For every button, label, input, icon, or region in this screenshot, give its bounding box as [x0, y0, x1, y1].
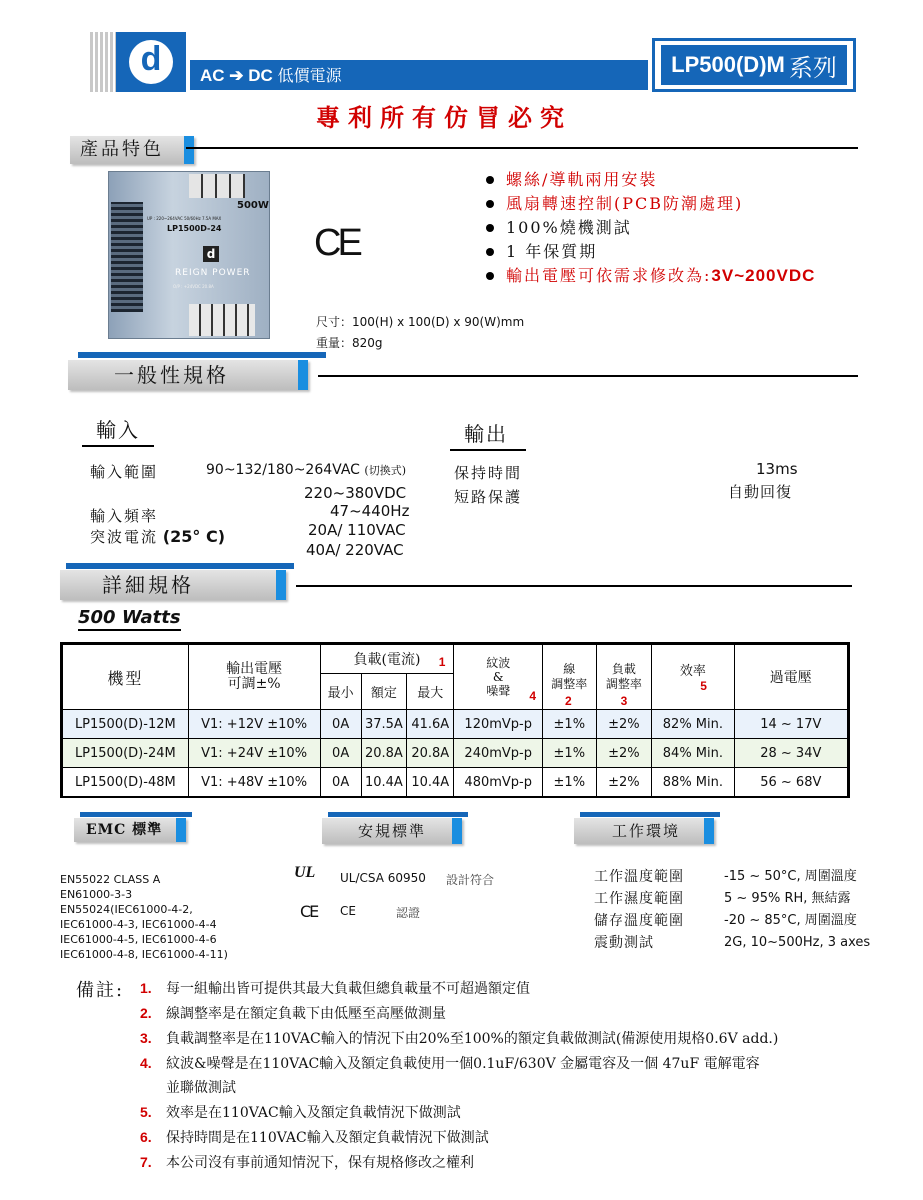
cell-max: 10.4A — [407, 768, 454, 797]
feature-bullet: 100%燒機測試 — [482, 216, 815, 240]
table-row — [63, 710, 848, 739]
cell-ripple: 480mVp-p — [454, 768, 543, 797]
feature-bullet: 螺絲/導軌兩用安裝 — [482, 168, 815, 192]
cell-load: ±2% — [596, 739, 652, 768]
note-item: 6. 保持時間是在110VAC輸入及額定負載情況下做測試 — [140, 1129, 489, 1146]
ce-mark-icon: CE — [314, 222, 359, 264]
product-image — [108, 171, 270, 339]
col-rated: 額定 — [361, 674, 406, 710]
input-range-label: 輸入範圍 — [90, 463, 159, 481]
cell-ovp: 14 ~ 17V — [734, 710, 847, 739]
detail-blue-accent — [66, 563, 294, 569]
cell-rated: 10.4A — [361, 768, 406, 797]
ce-small-icon: CE — [300, 902, 318, 921]
general-rule — [318, 375, 858, 377]
ul-text: UL/CSA 60950 — [340, 871, 426, 885]
col-max: 最大 — [407, 674, 454, 710]
col-vout: 輸出電壓 可調±% — [188, 645, 320, 710]
cell-line: ±1% — [543, 710, 597, 739]
weight-line — [316, 334, 383, 351]
env-list — [594, 866, 870, 954]
emc-blue-accent — [80, 812, 192, 817]
cell-min: 0A — [320, 710, 361, 739]
short-label: 短路保護 — [454, 488, 523, 506]
section-tab-general — [68, 360, 308, 390]
cell-vout: V1: +24V ±10% — [188, 739, 320, 768]
inrush-line — [90, 526, 225, 547]
terminal-block-top — [189, 174, 245, 198]
ce-note: 認證 — [396, 906, 421, 920]
notes-list — [140, 976, 778, 1175]
emc-line: IEC61000-4-8, IEC61000-4-11) — [60, 948, 228, 961]
general-blue-accent — [78, 352, 326, 358]
footnote-mark: 2 — [565, 694, 572, 708]
series-badge — [652, 38, 856, 92]
inrush-value2: 40A/ 220VAC — [306, 541, 404, 559]
safety-blue-accent — [328, 812, 468, 817]
emc-list — [60, 872, 228, 962]
cell-rated: 20.8A — [361, 739, 406, 768]
col-min: 最小 — [320, 674, 361, 710]
input-freq-value: 47~440Hz — [330, 502, 410, 520]
hold-label: 保持時間 — [454, 464, 523, 482]
cell-line: ±1% — [543, 768, 597, 797]
output-heading: 輸出 — [450, 418, 526, 451]
product-brand: REIGN POWER — [175, 268, 251, 278]
feature-bullet: 風扇轉速控制(PCB防潮處理) — [482, 192, 815, 216]
cell-min: 0A — [320, 739, 361, 768]
section-tab-safety — [322, 818, 462, 844]
series-suffix: 系列 — [788, 53, 837, 82]
cell-rated: 37.5A — [361, 710, 406, 739]
header-subtitle — [200, 63, 342, 89]
input-range-value: 90~132/180~264VAC (切換式) — [206, 462, 406, 478]
cell-max: 20.8A — [407, 739, 454, 768]
product-logo-icon: d — [203, 246, 219, 262]
cell-ripple: 240mVp-p — [454, 739, 543, 768]
ul-mark-icon: UL — [294, 864, 316, 881]
emc-line: EN55024(IEC61000-4-2, — [60, 903, 193, 916]
input-range-note: (切換式) — [364, 464, 406, 477]
series-badge-inner — [661, 45, 847, 85]
col-ovp: 過電壓 — [734, 645, 847, 710]
weight-value: 820g — [352, 336, 383, 350]
emc-line: EN61000-3-3 — [60, 888, 133, 901]
ce-text: CE — [340, 904, 356, 918]
dimension-value: 100(H) x 100(D) x 90(W)mm — [352, 315, 525, 329]
cell-vout: V1: +12V ±10% — [188, 710, 320, 739]
env-row: 工作溫度範圍 -15 ~ 50°C, 周圍溫度 — [594, 869, 857, 885]
cell-vout: V1: +48V ±10% — [188, 768, 320, 797]
logo-ring — [129, 40, 173, 84]
dimension-label: 尺寸： — [316, 315, 353, 329]
cell-model: LP1500(D)-24M — [63, 739, 189, 768]
cell-ovp: 56 ~ 68V — [734, 768, 847, 797]
safety-title: 安規標準 — [358, 822, 427, 840]
subtitle-text: 低價電源 — [277, 66, 342, 85]
product-model-label: LP1500D-24 — [167, 224, 222, 233]
detail-rule — [296, 585, 852, 587]
emc-line: IEC61000-4-3, IEC61000-4-4 — [60, 918, 217, 931]
series-code: LP500(D)M — [671, 52, 785, 77]
note-item: 3. 負載調整率是在110VAC輸入的情況下由20%至100%的額定負載做測試(備源使用規格0.6V add.) — [140, 1030, 779, 1047]
features-title: 產品特色 — [80, 139, 164, 160]
emc-title: EMC 標準 — [86, 822, 163, 838]
table-row — [63, 768, 848, 797]
product-small-top: UP : 220~264VAC 50/60Hz 7.5A MAX — [147, 216, 222, 221]
cell-line: ±1% — [543, 739, 597, 768]
footnote-mark: 5 — [700, 679, 707, 693]
footnote-mark: 1 — [438, 655, 446, 669]
subtitle-ac: AC — [200, 66, 225, 85]
note-item: 1. 每一組輸出皆可提供其最大負載但總負載量不可超過額定值 — [140, 980, 530, 997]
col-model: 機型 — [63, 645, 189, 710]
logo-letter: d — [140, 40, 162, 78]
input-range-value2: 220~380VDC — [304, 484, 407, 502]
emc-line: EN55022 CLASS A — [60, 873, 161, 886]
table-row — [63, 739, 848, 768]
cell-eff: 82% Min. — [652, 710, 734, 739]
cell-max: 41.6A — [407, 710, 454, 739]
note-item: 4. 紋波&噪聲是在110VAC輸入及額定負載使用一個0.1uF/630V 金屬電容及一個 47uF 電解電容 — [140, 1055, 760, 1072]
feature-bullet: 輸出電壓可依需求修改為:3V~200VDC — [482, 264, 815, 288]
section-tab-detail — [60, 570, 286, 600]
fan-grille — [111, 202, 143, 312]
cell-ripple: 120mVp-p — [454, 710, 543, 739]
subtitle-dc: DC — [248, 66, 273, 85]
product-small-out: O/P : +24VDC 20.8A — [173, 284, 214, 289]
env-blue-accent — [580, 812, 720, 817]
notes-label: 備註: — [76, 980, 125, 1001]
table-header-row — [63, 645, 848, 674]
footnote-mark: 4 — [529, 689, 537, 703]
cell-model: LP1500(D)-12M — [63, 710, 189, 739]
col-load-reg: 負載 調整率 3 — [596, 645, 652, 710]
cell-model: LP1500(D)-48M — [63, 768, 189, 797]
voltage-range-highlight: 3V~200VDC — [711, 266, 816, 285]
patent-notice: 專利所有仿冒必究 — [316, 103, 572, 132]
inrush-value1: 20A/ 110VAC — [308, 521, 406, 539]
env-row: 震動測試 2G, 10~500Hz, 3 axes — [594, 935, 871, 951]
general-title: 一般性規格 — [114, 363, 229, 387]
input-heading: 輸入 — [82, 414, 154, 447]
cell-load: ±2% — [596, 768, 652, 797]
cell-ovp: 28 ~ 34V — [734, 739, 847, 768]
arrow-icon: ➔ — [229, 66, 244, 85]
detail-title: 詳細規格 — [102, 573, 194, 597]
env-row: 儲存溫度範圍 -20 ~ 85°C, 周圍溫度 — [594, 913, 857, 929]
emc-line: IEC61000-4-5, IEC61000-4-6 — [60, 933, 217, 946]
inrush-cond: (25° C) — [162, 527, 225, 546]
env-row: 工作濕度範圍 5 ~ 95% RH, 無結露 — [594, 891, 851, 907]
weight-label: 重量： — [316, 336, 353, 350]
cell-eff: 84% Min. — [652, 739, 734, 768]
cell-eff: 88% Min. — [652, 768, 734, 797]
note-item: 並聯做測試 — [166, 1080, 236, 1096]
note-item: 2. 線調整率是在額定負載下由低壓至高壓做測量 — [140, 1005, 446, 1022]
product-top-label: 500W — [237, 200, 269, 211]
section-tab-features — [70, 136, 194, 164]
hold-value: 13ms — [756, 460, 798, 478]
section-tab-emc — [74, 818, 186, 842]
inrush-label: 突波電流 — [90, 528, 159, 546]
env-title: 工作環境 — [612, 822, 681, 840]
features-rule — [186, 147, 858, 149]
col-line-reg: 線 調整率 2 — [543, 645, 597, 710]
logo — [116, 32, 186, 92]
short-value: 自動回復 — [728, 483, 793, 501]
ul-note: 設計符合 — [446, 873, 495, 887]
note-item: 7. 本公司沒有事前通知情況下，保有規格修改之權利 — [140, 1154, 474, 1171]
feature-bullet: 1 年保質期 — [482, 240, 815, 264]
col-eff: 效率 5 — [652, 645, 734, 710]
cell-load: ±2% — [596, 710, 652, 739]
input-freq-label: 輸入頻率 — [90, 507, 159, 525]
dimension-line — [316, 313, 524, 330]
terminal-block-bottom — [189, 304, 255, 336]
watts-label: 500 Watts — [78, 607, 181, 631]
note-item: 5. 效率是在110VAC輸入及額定負載情況下做測試 — [140, 1104, 461, 1121]
feature-bullets — [482, 168, 815, 288]
footnote-mark: 3 — [620, 694, 628, 708]
spec-table — [62, 644, 848, 797]
col-load: 負載(電流) 1 — [320, 645, 454, 674]
col-ripple: 紋波 & 噪聲 4 — [454, 645, 543, 710]
cell-min: 0A — [320, 768, 361, 797]
section-tab-environment — [574, 818, 714, 844]
